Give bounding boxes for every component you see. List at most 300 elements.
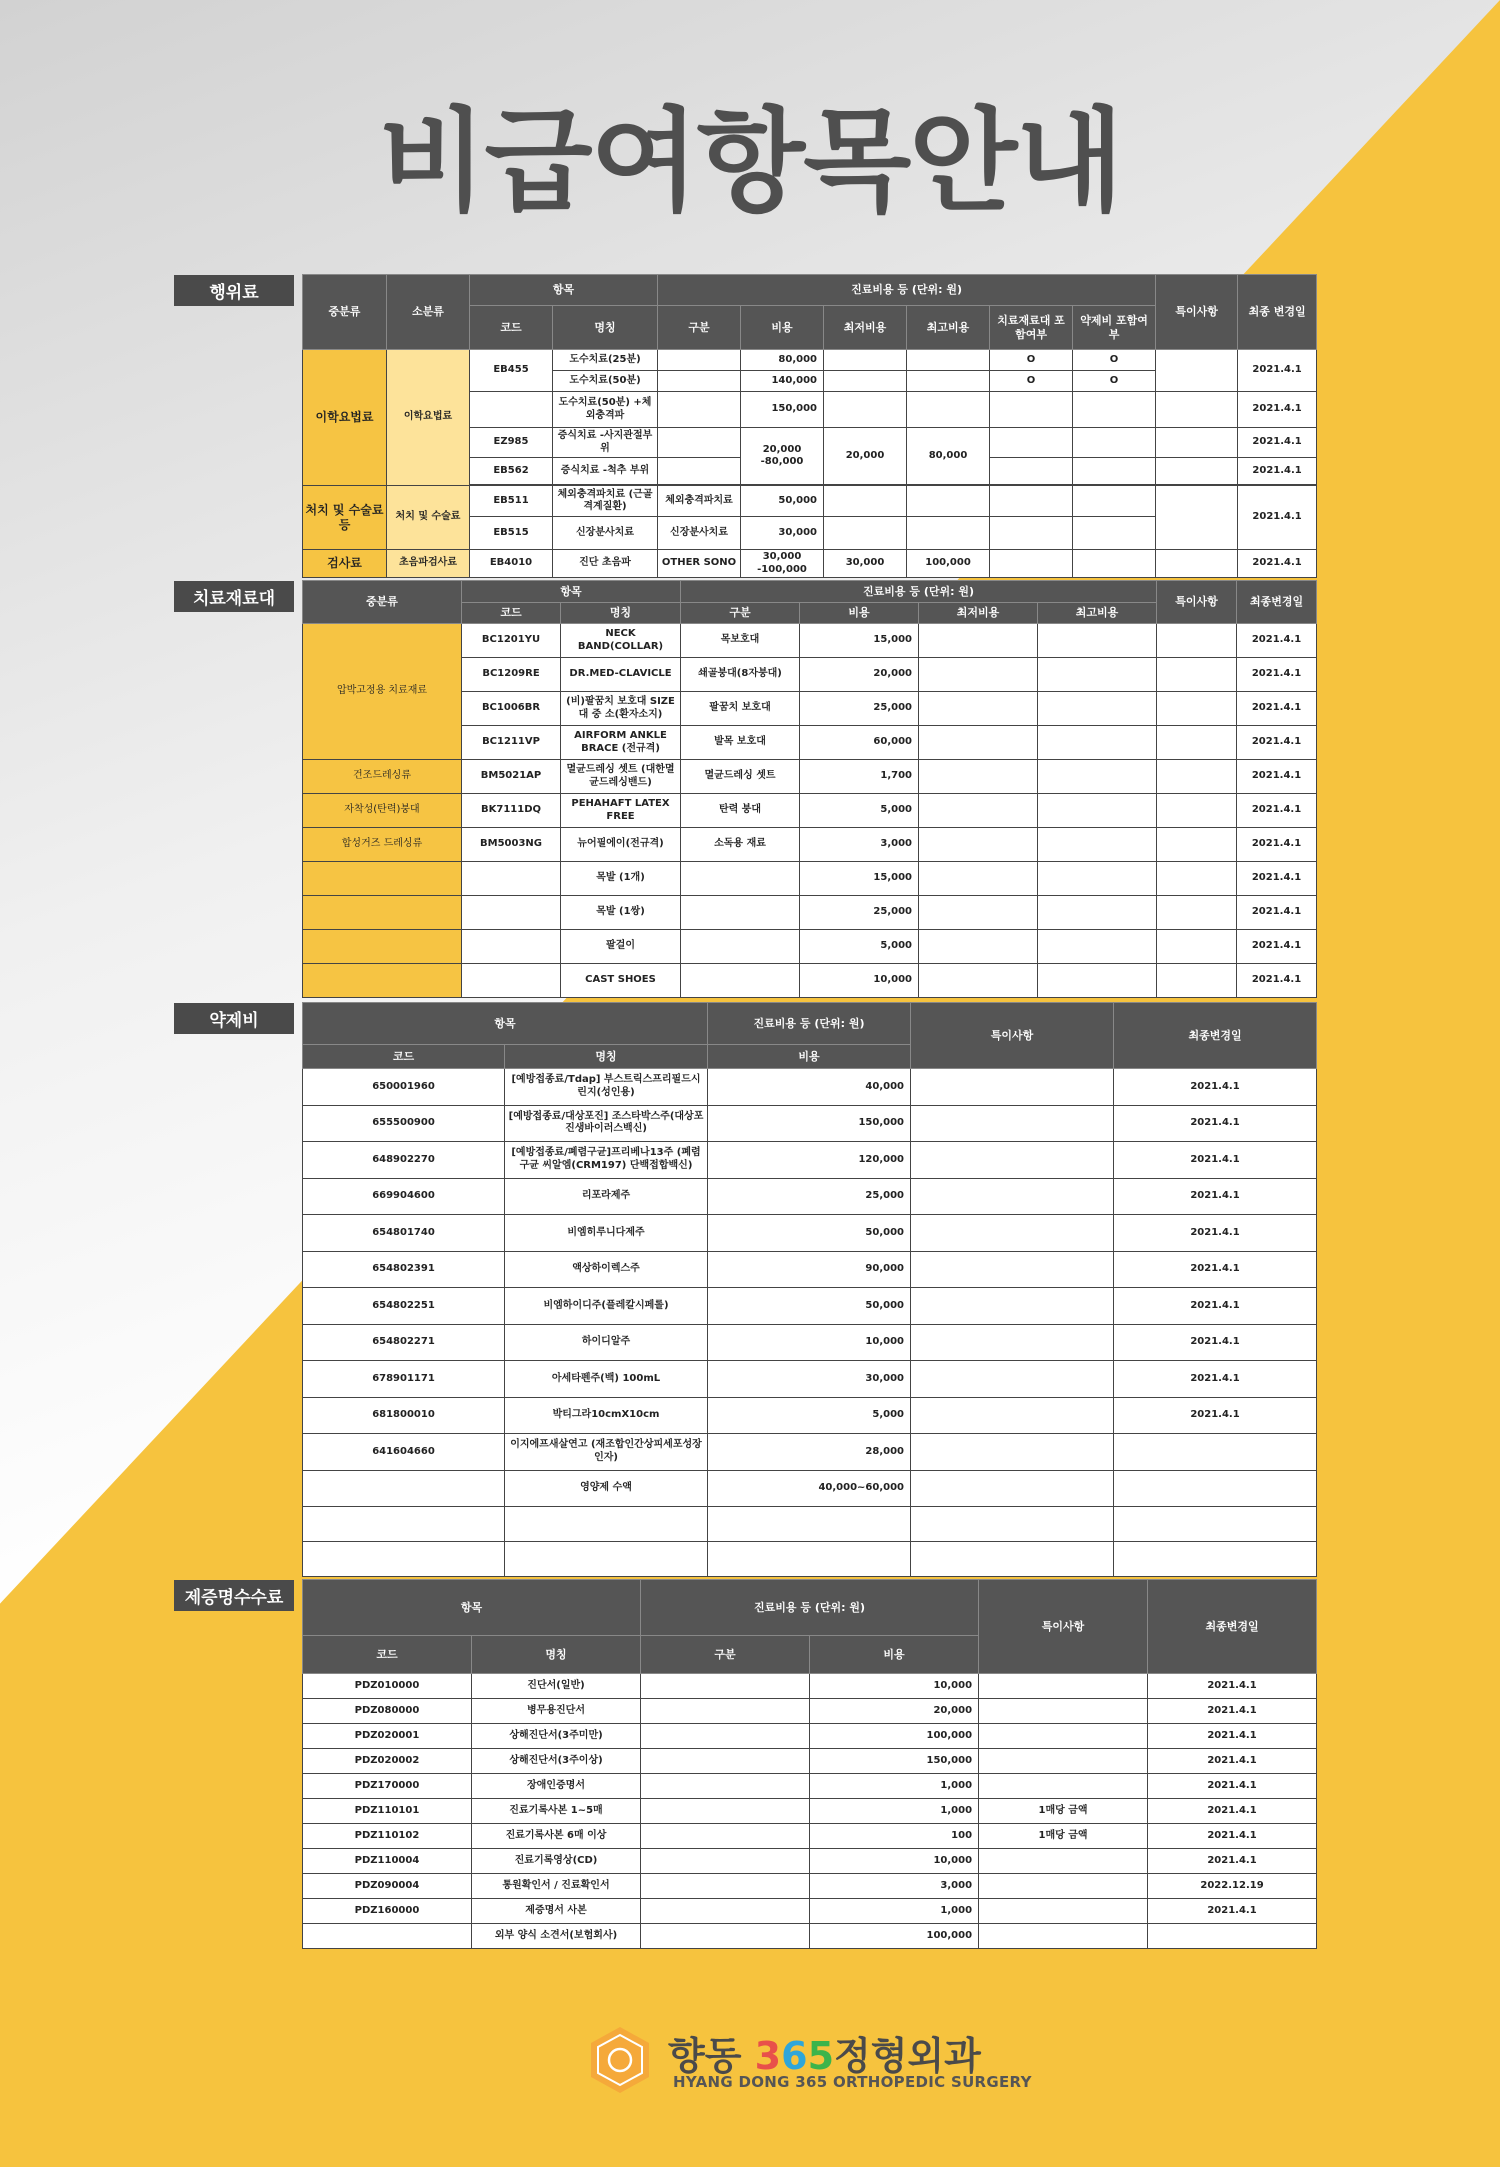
note-cell: [911, 1105, 1114, 1142]
hospital-logo: [585, 2025, 1145, 2105]
table-row: [303, 1724, 1317, 1749]
code-cell: [303, 1507, 505, 1542]
name-cell: 통원확인서 / 진료확인서: [472, 1874, 641, 1899]
date-cell: 2021.4.1: [1114, 1069, 1317, 1106]
date-cell: 2021.4.1: [1114, 1324, 1317, 1361]
logo-english-name: HYANG DONG 365 ORTHOPEDIC SURGERY: [673, 2073, 1032, 2091]
cost-cell: 1,700: [800, 760, 919, 794]
cost-cell: 80,000: [741, 350, 824, 371]
note-cell: [1157, 930, 1237, 964]
max-cell: [1038, 726, 1157, 760]
name-cell: 액상하이렉스주: [505, 1251, 708, 1288]
note-cell: [979, 1899, 1148, 1924]
cost-cell: 1,000: [810, 1799, 979, 1824]
name-cell: 멸균드레싱 셋트 (대한멸균드레싱밴드): [561, 760, 681, 794]
kind-cell: [658, 392, 741, 428]
table-row: [303, 1699, 1317, 1724]
cost-cell: 3,000: [800, 828, 919, 862]
min-cell: [919, 930, 1038, 964]
note-cell: 1매당 금액: [979, 1824, 1148, 1849]
table-row: [303, 1824, 1317, 1849]
table-row: [303, 1674, 1317, 1699]
subgroup-cell: 초음파검사료: [387, 550, 470, 578]
name-cell: CAST SHOES: [561, 964, 681, 998]
note-cell: [911, 1069, 1114, 1106]
header-kind: 구분: [681, 603, 800, 624]
date-cell: 2021.4.1: [1148, 1749, 1317, 1774]
hospital-logo-mark-icon: [585, 2025, 655, 2095]
max-cell: [907, 517, 990, 550]
group-cell: 압박고정용 치료재료: [303, 624, 462, 760]
code-cell: [303, 1924, 472, 1949]
date-cell: [1114, 1507, 1317, 1542]
table-row: [303, 350, 1317, 371]
name-cell: 박티그라10cmX10cm: [505, 1397, 708, 1434]
table-row: [303, 624, 1317, 658]
cost-cell: [708, 1542, 911, 1577]
max-cell: [907, 392, 990, 428]
table-row: [303, 1799, 1317, 1824]
header-mid: 중분류: [303, 581, 462, 624]
code-cell: EB4010: [470, 550, 553, 578]
note-cell: [911, 1361, 1114, 1398]
min-cell: 20,000: [824, 428, 907, 485]
material-cell: [990, 517, 1073, 550]
note-cell: [1157, 760, 1237, 794]
header-cost-group: 진료비용 등 (단위: 원): [681, 581, 1157, 603]
table-row: [303, 930, 1317, 964]
name-cell: 목발 (1개): [561, 862, 681, 896]
min-cell: [919, 726, 1038, 760]
material-cell: [990, 428, 1073, 458]
date-cell: [1114, 1470, 1317, 1507]
max-cell: [907, 371, 990, 392]
section-label-certificates: 제증명수수료: [174, 1580, 294, 1611]
note-cell: [1156, 486, 1238, 550]
note-cell: [1157, 964, 1237, 998]
name-cell: 리포라제주: [505, 1178, 708, 1215]
code-cell: [462, 964, 561, 998]
name-cell: 진료기록사본 1~5매: [472, 1799, 641, 1824]
date-cell: 2021.4.1: [1114, 1178, 1317, 1215]
max-cell: [1038, 624, 1157, 658]
cost-cell: 40,000: [708, 1069, 911, 1106]
kind-cell: [641, 1724, 810, 1749]
name-cell: 진단서(일반): [472, 1674, 641, 1699]
cost-cell: 40,000~60,000: [708, 1470, 911, 1507]
table-row: [303, 1324, 1317, 1361]
name-cell: 병무용진단서: [472, 1699, 641, 1724]
name-cell: NECK BAND(COLLAR): [561, 624, 681, 658]
note-cell: [979, 1849, 1148, 1874]
section-label-drugs: 약제비: [174, 1003, 294, 1034]
max-cell: [1038, 794, 1157, 828]
group-cell: 처치 및 수술료 등: [303, 486, 387, 550]
cost-cell: 5,000: [800, 930, 919, 964]
note-cell: [1156, 458, 1238, 485]
date-cell: 2021.4.1: [1238, 428, 1317, 458]
kind-cell: 탄력 붕대: [681, 794, 800, 828]
cost-cell: 1,000: [810, 1774, 979, 1799]
section-label-procedure: 행위료: [174, 275, 294, 306]
header-item: 항목: [462, 581, 681, 603]
procedure-table: [302, 274, 1317, 578]
header-name: 명칭: [553, 306, 658, 350]
table-row: [303, 1749, 1317, 1774]
section-label-materials: 치료재료대: [174, 581, 294, 612]
date-cell: 2021.4.1: [1114, 1361, 1317, 1398]
logo-korean-name: [668, 2025, 981, 2080]
note-cell: 1매당 금액: [979, 1799, 1148, 1824]
table-row: [303, 1849, 1317, 1874]
cost-cell: 100,000: [810, 1924, 979, 1949]
name-cell: 제증명서 사본: [472, 1899, 641, 1924]
max-cell: [1038, 930, 1157, 964]
table-row: [303, 1215, 1317, 1252]
max-cell: [1038, 862, 1157, 896]
note-cell: [979, 1774, 1148, 1799]
table-row: [303, 1924, 1317, 1949]
code-cell: PDZ080000: [303, 1699, 472, 1724]
table-row: [303, 1251, 1317, 1288]
name-cell: 외부 양식 소견서(보험회사): [472, 1924, 641, 1949]
table-row: [303, 1470, 1317, 1507]
code-cell: 648902270: [303, 1142, 505, 1179]
code-cell: PDZ090004: [303, 1874, 472, 1899]
cost-cell: 25,000: [800, 692, 919, 726]
header-name: 명칭: [472, 1636, 641, 1674]
header-cost: 비용: [800, 603, 919, 624]
name-cell: 장애인증명서: [472, 1774, 641, 1799]
group-cell: 합성거즈 드레싱류: [303, 828, 462, 862]
code-cell: 678901171: [303, 1361, 505, 1398]
code-cell: PDZ020002: [303, 1749, 472, 1774]
name-cell: 비엠하이디주(플레칼시페롤): [505, 1288, 708, 1325]
cost-cell: [708, 1507, 911, 1542]
code-cell: [303, 1470, 505, 1507]
header-item: 항목: [470, 275, 658, 306]
note-cell: [979, 1699, 1148, 1724]
name-cell: 비엠히루니다제주: [505, 1215, 708, 1252]
kind-cell: [641, 1699, 810, 1724]
kind-cell: [641, 1774, 810, 1799]
table-row: [303, 1178, 1317, 1215]
header-drug-included: 약제비 포함여부: [1073, 306, 1156, 350]
min-cell: [919, 794, 1038, 828]
header-code: 코드: [470, 306, 553, 350]
note-cell: [1156, 428, 1238, 458]
group-cell: 이학요법료: [303, 350, 387, 486]
date-cell: 2021.4.1: [1148, 1799, 1317, 1824]
group-cell: 건조드레싱류: [303, 760, 462, 794]
name-cell: 뉴어필에이(전규격): [561, 828, 681, 862]
code-cell: 669904600: [303, 1178, 505, 1215]
name-cell: PEHAHAFT LATEX FREE: [561, 794, 681, 828]
code-cell: 654802391: [303, 1251, 505, 1288]
cost-cell: 50,000: [708, 1288, 911, 1325]
name-cell: 진단 초음파: [553, 550, 658, 578]
header-item: 항목: [303, 1003, 708, 1045]
name-cell: 상해진단서(3주이상): [472, 1749, 641, 1774]
table-row: [303, 486, 1317, 517]
min-cell: [919, 624, 1038, 658]
note-cell: [1157, 624, 1237, 658]
drug-cell: [1073, 517, 1156, 550]
logo-kr-suffix: 정형외과: [834, 2034, 981, 2078]
max-cell: [1038, 658, 1157, 692]
date-cell: 2021.4.1: [1148, 1849, 1317, 1874]
date-cell: 2021.4.1: [1148, 1774, 1317, 1799]
header-note: 특이사항: [1157, 581, 1237, 624]
note-cell: [911, 1215, 1114, 1252]
table-row: [303, 1069, 1317, 1106]
date-cell: [1114, 1542, 1317, 1577]
kind-cell: [641, 1799, 810, 1824]
page-title: 비급여항목안내: [378, 97, 1122, 227]
min-cell: 30,000: [824, 550, 907, 578]
min-cell: [919, 692, 1038, 726]
code-cell: BK7111DQ: [462, 794, 561, 828]
code-cell: PDZ110101: [303, 1799, 472, 1824]
note-cell: [911, 1470, 1114, 1507]
date-cell: 2021.4.1: [1237, 862, 1317, 896]
cost-cell: 140,000: [741, 371, 824, 392]
note-cell: [1157, 726, 1237, 760]
kind-cell: [658, 458, 741, 485]
note-cell: [1157, 692, 1237, 726]
cost-cell: 100,000: [810, 1724, 979, 1749]
certificates-table: [302, 1579, 1317, 1949]
logo-kr-prefix: 향동: [668, 2034, 755, 2078]
min-cell: [824, 371, 907, 392]
min-cell: [919, 760, 1038, 794]
logo-digit-3: 3: [754, 2034, 782, 2078]
header-kind: 구분: [641, 1636, 810, 1674]
header-code: 코드: [303, 1636, 472, 1674]
material-cell: O: [990, 350, 1073, 371]
name-cell: [505, 1507, 708, 1542]
date-cell: 2021.4.1: [1148, 1724, 1317, 1749]
cost-cell: 10,000: [708, 1324, 911, 1361]
kind-cell: [658, 371, 741, 392]
kind-cell: [641, 1824, 810, 1849]
code-cell: EB511: [470, 486, 553, 517]
note-cell: [911, 1324, 1114, 1361]
code-cell: EZ985: [470, 428, 553, 458]
cost-cell: 150,000: [810, 1749, 979, 1774]
material-cell: [990, 392, 1073, 428]
header-code: 코드: [303, 1045, 505, 1069]
name-cell: [예방접종료/폐렴구균]프리베나13주 (폐렴구균 씨알엠(CRM197) 단백접합백신): [505, 1142, 708, 1179]
date-cell: 2021.4.1: [1238, 458, 1317, 485]
cost-cell: 20,000: [810, 1699, 979, 1724]
note-cell: [979, 1874, 1148, 1899]
cost-cell: 10,000: [810, 1849, 979, 1874]
name-cell: (비)팔꿈치 보호대 SIZE 대 중 소(환자소지): [561, 692, 681, 726]
kind-cell: [641, 1749, 810, 1774]
table-row: [303, 794, 1317, 828]
cost-cell: 60,000: [800, 726, 919, 760]
header-mid: 중분류: [303, 275, 387, 350]
table-row: [303, 1361, 1317, 1398]
material-cell: [990, 458, 1073, 485]
cost-cell: 5,000: [708, 1397, 911, 1434]
drug-cell: [1073, 392, 1156, 428]
logo-digit-6: 6: [781, 2034, 808, 2078]
header-cost: 비용: [708, 1045, 911, 1069]
table-row: [303, 896, 1317, 930]
note-cell: [1156, 392, 1238, 428]
name-cell: 진료기록사본 6매 이상: [472, 1824, 641, 1849]
code-cell: [462, 896, 561, 930]
kind-cell: [681, 862, 800, 896]
note-cell: [1157, 658, 1237, 692]
kind-cell: 쇄골붕대(8자붕대): [681, 658, 800, 692]
date-cell: 2021.4.1: [1114, 1105, 1317, 1142]
note-cell: [911, 1251, 1114, 1288]
name-cell: 도수치료(50분) +체외충격파: [553, 392, 658, 428]
header-date: 최종 변경일: [1238, 275, 1317, 350]
note-cell: [911, 1507, 1114, 1542]
code-cell: BC1209RE: [462, 658, 561, 692]
max-cell: [1038, 896, 1157, 930]
date-cell: 2021.4.1: [1237, 658, 1317, 692]
table-row: [303, 964, 1317, 998]
min-cell: [919, 862, 1038, 896]
code-cell: [303, 1542, 505, 1577]
name-cell: 신장분사치료: [553, 517, 658, 550]
table-row: [303, 1542, 1317, 1577]
kind-cell: [681, 964, 800, 998]
date-cell: 2021.4.1: [1148, 1699, 1317, 1724]
header-min: 최저비용: [919, 603, 1038, 624]
group-cell: 자착성(탄력)붕대: [303, 794, 462, 828]
header-name: 명칭: [505, 1045, 708, 1069]
header-cost: 비용: [741, 306, 824, 350]
date-cell: 2021.4.1: [1238, 392, 1317, 428]
date-cell: 2021.4.1: [1237, 828, 1317, 862]
note-cell: [979, 1749, 1148, 1774]
code-cell: 650001960: [303, 1069, 505, 1106]
min-cell: [824, 350, 907, 371]
date-cell: 2021.4.1: [1237, 794, 1317, 828]
code-cell: [462, 862, 561, 896]
header-max: 최고비용: [1038, 603, 1157, 624]
cost-cell: 30,000 -100,000: [741, 550, 824, 578]
note-cell: [911, 1434, 1114, 1471]
code-cell: EB515: [470, 517, 553, 550]
name-cell: DR.MED-CLAVICLE: [561, 658, 681, 692]
header-date: 최종변경일: [1237, 581, 1317, 624]
table-row: [303, 1507, 1317, 1542]
code-cell: [470, 392, 553, 428]
code-cell: PDZ020001: [303, 1724, 472, 1749]
kind-cell: 목보호대: [681, 624, 800, 658]
code-cell: PDZ110102: [303, 1824, 472, 1849]
material-cell: [990, 486, 1073, 517]
code-cell: 654802251: [303, 1288, 505, 1325]
date-cell: 2021.4.1: [1237, 692, 1317, 726]
drug-cell: [1073, 486, 1156, 517]
table-row: [303, 1142, 1317, 1179]
date-cell: 2021.4.1: [1237, 726, 1317, 760]
date-cell: 2021.4.1: [1238, 550, 1317, 578]
code-cell: BC1006BR: [462, 692, 561, 726]
cost-cell: 100: [810, 1824, 979, 1849]
drug-cell: O: [1073, 371, 1156, 392]
code-cell: EB455: [470, 350, 553, 392]
header-cost-group: 진료비용 등 (단위: 원): [708, 1003, 911, 1045]
drug-cell: [1073, 550, 1156, 578]
date-cell: 2021.4.1: [1114, 1142, 1317, 1179]
code-cell: PDZ010000: [303, 1674, 472, 1699]
header-max: 최고비용: [907, 306, 990, 350]
max-cell: [907, 486, 990, 517]
date-cell: 2021.4.1: [1114, 1215, 1317, 1252]
date-cell: 2021.4.1: [1237, 760, 1317, 794]
code-cell: BC1201YU: [462, 624, 561, 658]
cost-cell: 5,000: [800, 794, 919, 828]
drug-cell: [1073, 428, 1156, 458]
header-cost-group: 진료비용 등 (단위: 원): [658, 275, 1156, 306]
cost-cell: 120,000: [708, 1142, 911, 1179]
date-cell: 2021.4.1: [1114, 1251, 1317, 1288]
cost-cell: 28,000: [708, 1434, 911, 1471]
name-cell: 도수치료(50분): [553, 371, 658, 392]
date-cell: 2021.4.1: [1237, 964, 1317, 998]
name-cell: AIRFORM ANKLE BRACE (전규격): [561, 726, 681, 760]
max-cell: [907, 350, 990, 371]
note-cell: [1156, 350, 1238, 392]
subgroup-cell: 처치 및 수술료: [387, 486, 470, 550]
code-cell: PDZ110004: [303, 1849, 472, 1874]
note-cell: [911, 1397, 1114, 1434]
group-cell: [303, 930, 462, 964]
kind-cell: [658, 428, 741, 458]
logo-digit-5: 5: [807, 2034, 835, 2078]
cost-cell: 25,000: [708, 1178, 911, 1215]
min-cell: [919, 896, 1038, 930]
cost-cell: 3,000: [810, 1874, 979, 1899]
max-cell: 100,000: [907, 550, 990, 578]
table-row: [303, 550, 1317, 578]
note-cell: [911, 1142, 1114, 1179]
kind-cell: [681, 896, 800, 930]
header-cost: 비용: [810, 1636, 979, 1674]
note-cell: [979, 1924, 1148, 1949]
cost-cell: 30,000: [741, 517, 824, 550]
drugs-table: [302, 1002, 1317, 1577]
date-cell: [1114, 1434, 1317, 1471]
name-cell: 증식치료 -사지관절부위: [553, 428, 658, 458]
header-note: 특이사항: [911, 1003, 1114, 1069]
header-note: 특이사항: [979, 1580, 1148, 1674]
date-cell: [1148, 1924, 1317, 1949]
kind-cell: [681, 930, 800, 964]
table-row: [303, 1899, 1317, 1924]
code-cell: PDZ170000: [303, 1774, 472, 1799]
material-cell: [990, 550, 1073, 578]
table-row: [303, 862, 1317, 896]
name-cell: 영양제 수액: [505, 1470, 708, 1507]
note-cell: [1157, 862, 1237, 896]
name-cell: [예방접종료/대상포진] 조스타박스주(대상포진생바이러스백신): [505, 1105, 708, 1142]
cost-cell: 50,000: [708, 1215, 911, 1252]
code-cell: 654802271: [303, 1324, 505, 1361]
name-cell: 팔걸이: [561, 930, 681, 964]
note-cell: [979, 1724, 1148, 1749]
min-cell: [919, 658, 1038, 692]
